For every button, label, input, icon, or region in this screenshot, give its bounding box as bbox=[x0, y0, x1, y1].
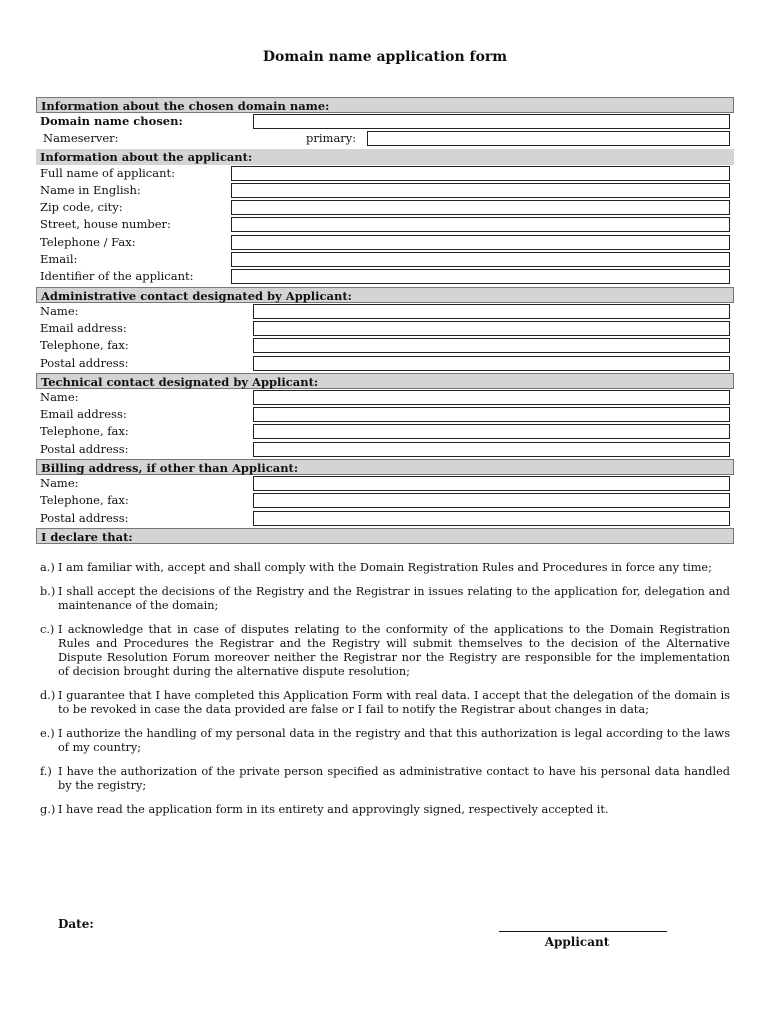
field-label: Full name of applicant: bbox=[40, 165, 175, 180]
form-row-domain bbox=[36, 113, 734, 130]
admin-postal-input[interactable] bbox=[253, 356, 730, 371]
section-header-billing: Billing address, if other than Applicant: bbox=[36, 459, 734, 475]
declaration-item bbox=[40, 585, 730, 613]
billing-postal-input[interactable] bbox=[253, 511, 730, 526]
declaration-item bbox=[40, 765, 730, 793]
item-text: I have the authorization of the private person specified as administrative contact to have his personal data handled by the registry; bbox=[58, 765, 730, 792]
tech-postal-input[interactable] bbox=[253, 442, 730, 457]
application-form bbox=[36, 96, 734, 544]
billing-telephone-input[interactable] bbox=[253, 493, 730, 508]
item-label: d.) bbox=[40, 689, 56, 702]
section-header-tech: Technical contact designated by Applicant: bbox=[36, 373, 734, 389]
tech-telephone-input[interactable] bbox=[253, 424, 730, 439]
item-label: b.) bbox=[40, 585, 56, 598]
item-label: e.) bbox=[40, 727, 55, 740]
item-label: a.) bbox=[40, 561, 55, 574]
date-label: Date: bbox=[58, 917, 94, 931]
form-row bbox=[36, 251, 734, 268]
telephone-fax-input[interactable] bbox=[231, 235, 730, 250]
item-label: g.) bbox=[40, 803, 56, 816]
form-row bbox=[36, 492, 734, 509]
form-row bbox=[36, 216, 734, 233]
form-row bbox=[36, 165, 734, 182]
full-name-input[interactable] bbox=[231, 166, 730, 181]
field-label: Telephone, fax: bbox=[40, 493, 129, 508]
item-text: I guarantee that I have completed this Application Form with real data. I accept that the delegation of the domain is to be revoked in case the data provided are false or I fail to notify the Registrar about changes in data; bbox=[58, 689, 730, 716]
form-row bbox=[36, 337, 734, 354]
signature-line[interactable] bbox=[499, 931, 667, 932]
field-label: Nameserver: bbox=[43, 131, 119, 146]
applicant-label: Applicant bbox=[544, 935, 610, 949]
tech-email-input[interactable] bbox=[253, 407, 730, 422]
declarations-list bbox=[40, 561, 730, 827]
identifier-input[interactable] bbox=[231, 269, 730, 284]
form-row bbox=[36, 320, 734, 337]
form-row bbox=[36, 441, 734, 458]
form-row bbox=[36, 423, 734, 440]
field-label: primary: bbox=[306, 131, 357, 146]
item-text: I have read the application form in its entirety and approvingly signed, respectively accepted it. bbox=[58, 803, 609, 816]
nameserver-primary-input[interactable] bbox=[367, 131, 730, 146]
item-text: I acknowledge that in case of disputes relating to the conformity of the applications to the Domain Registration Rules and Procedures the Registrar and the Registry will submit themselves to the decision of the Alternative Dispute Resolution Forum moreover neither the Registrar nor the Registry are responsible for the implementation of decision brought during the alternative dispute resolution; bbox=[58, 623, 730, 678]
form-row bbox=[36, 389, 734, 406]
form-row bbox=[36, 475, 734, 492]
section-header-admin: Administrative contact designated by Applicant: bbox=[36, 287, 734, 303]
field-label: Identifier of the applicant: bbox=[40, 269, 194, 284]
field-label: Postal address: bbox=[40, 441, 129, 456]
form-row bbox=[36, 268, 734, 285]
domain-name-input[interactable] bbox=[253, 114, 730, 129]
zip-city-input[interactable] bbox=[231, 200, 730, 215]
field-label: Name: bbox=[40, 476, 79, 491]
declaration-item bbox=[40, 689, 730, 717]
billing-name-input[interactable] bbox=[253, 476, 730, 491]
form-row bbox=[36, 510, 734, 527]
field-label: Domain name chosen: bbox=[40, 114, 183, 128]
page-title: Domain name application form bbox=[262, 49, 508, 65]
field-label: Email address: bbox=[40, 407, 127, 422]
field-label: Name: bbox=[40, 389, 79, 404]
form-row bbox=[36, 355, 734, 372]
email-input[interactable] bbox=[231, 252, 730, 267]
item-label: c.) bbox=[40, 623, 55, 636]
tech-name-input[interactable] bbox=[253, 390, 730, 405]
admin-email-input[interactable] bbox=[253, 321, 730, 336]
item-label: f.) bbox=[40, 765, 52, 778]
name-english-input[interactable] bbox=[231, 183, 730, 198]
form-row-nameserver bbox=[36, 130, 734, 147]
field-label: Street, house number: bbox=[40, 217, 171, 232]
field-label: Name: bbox=[40, 303, 79, 318]
section-header-declare: I declare that: bbox=[36, 528, 734, 544]
form-row bbox=[36, 199, 734, 216]
field-label: Postal address: bbox=[40, 510, 129, 525]
form-row bbox=[36, 303, 734, 320]
declaration-item bbox=[40, 727, 730, 755]
field-label: Telephone, fax: bbox=[40, 338, 129, 353]
field-label: Telephone, fax: bbox=[40, 424, 129, 439]
item-text: I am familiar with, accept and shall comply with the Domain Registration Rules and Procedures in force any time; bbox=[58, 561, 712, 574]
declaration-item bbox=[40, 561, 730, 575]
form-row bbox=[36, 234, 734, 251]
form-row bbox=[36, 182, 734, 199]
field-label: Telephone / Fax: bbox=[40, 234, 136, 249]
declaration-item bbox=[40, 623, 730, 679]
field-label: Email address: bbox=[40, 320, 127, 335]
field-label: Name in English: bbox=[40, 182, 141, 197]
declaration-item bbox=[40, 803, 730, 817]
section-header-domain: Information about the chosen domain name: bbox=[36, 97, 734, 113]
item-text: I authorize the handling of my personal data in the registry and that this authorization is legal according to the laws of my country; bbox=[58, 727, 730, 754]
item-text: I shall accept the decisions of the Registry and the Registrar in issues relating to the application for, delegation and maintenance of the domain; bbox=[58, 585, 730, 612]
admin-name-input[interactable] bbox=[253, 304, 730, 319]
field-label: Email: bbox=[40, 252, 78, 267]
form-row bbox=[36, 406, 734, 423]
section-header-applicant: Information about the applicant: bbox=[36, 149, 734, 165]
admin-telephone-input[interactable] bbox=[253, 338, 730, 353]
field-label: Postal address: bbox=[40, 355, 129, 370]
field-label: Zip code, city: bbox=[40, 200, 123, 215]
street-input[interactable] bbox=[231, 217, 730, 232]
